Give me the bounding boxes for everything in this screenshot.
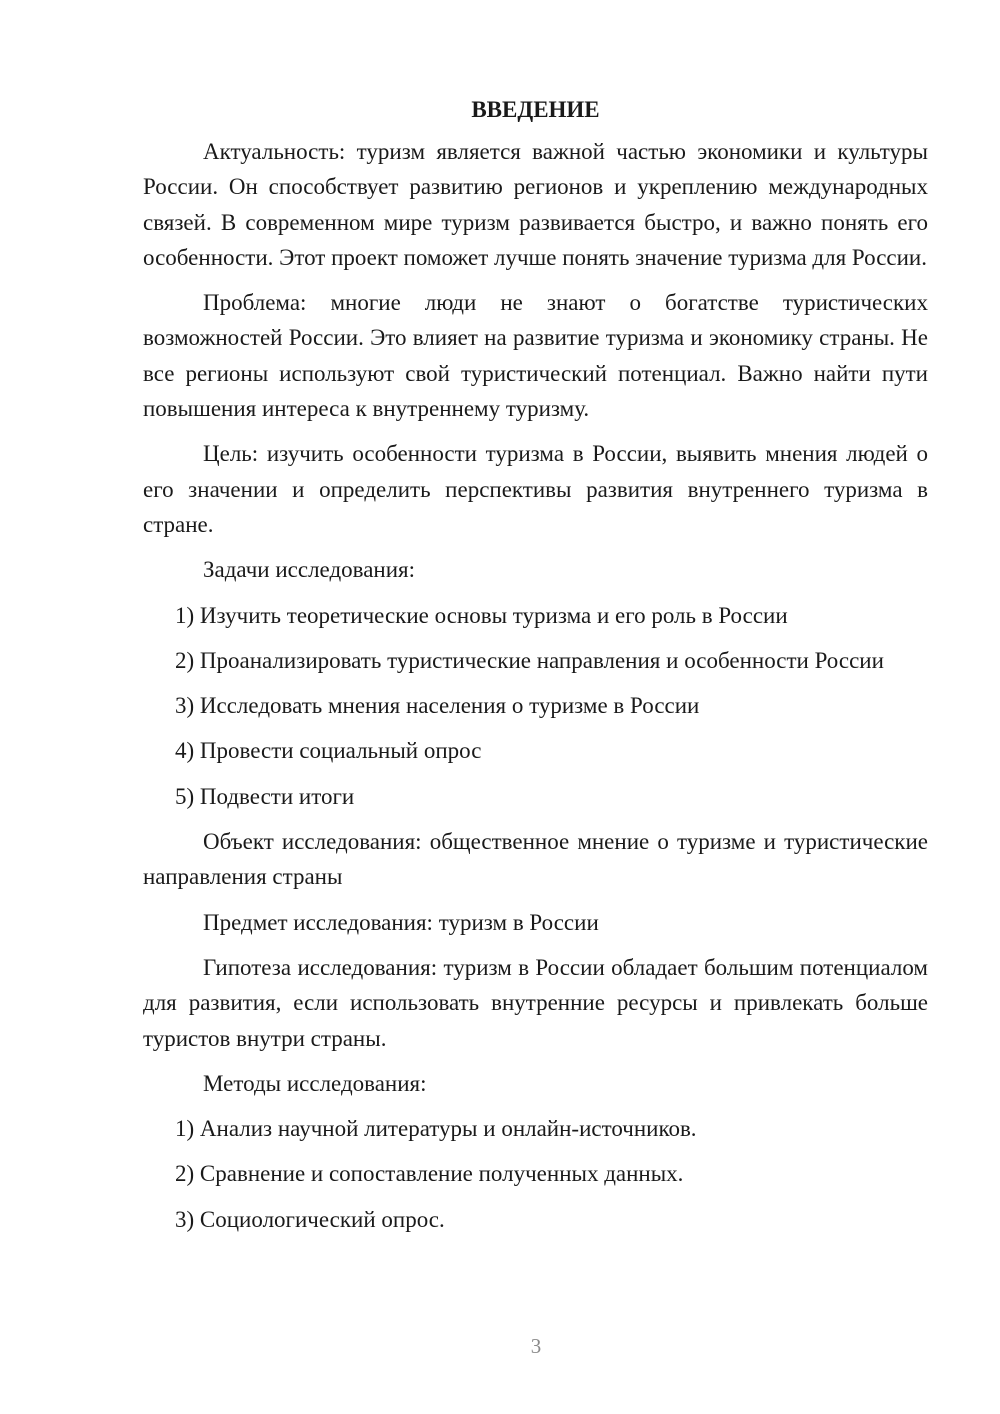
- list-item: 3) Исследовать мнения населения о туризме в России: [175, 693, 700, 719]
- page-number: 3: [530, 1334, 542, 1358]
- object-paragraph: Объект исследования: общественное мнение о туризме и туристические направления страны: [143, 829, 928, 890]
- methods-list: [143, 1111, 928, 1237]
- tasks-list: [143, 598, 928, 814]
- list-item: 4) Провести социальный опрос: [175, 738, 482, 764]
- page-content: [143, 92, 928, 1247]
- relevance-paragraph: Актуальность: туризм является важной частью экономики и культуры России. Он способствует развитию регионов и укреплению международных связей. В современном мире туризм развивается быстро, и важно понять его особенности. Этот проект поможет лучше понять значение туризма для России.: [143, 139, 928, 270]
- list-item: 3) Социологический опрос.: [175, 1206, 445, 1232]
- list-item: 5) Подвести итоги: [175, 783, 355, 809]
- list-item: 2) Проанализировать туристические направления и особенности России: [175, 647, 884, 673]
- tasks-heading: Задачи исследования:: [203, 557, 416, 583]
- goal-paragraph: Цель: изучить особенности туризма в России, выявить мнения людей о его значении и определить перспективы развития внутреннего туризма в стране.: [143, 441, 928, 537]
- list-item: 2) Сравнение и сопоставление полученных данных.: [175, 1161, 684, 1187]
- subject-paragraph: Предмет исследования: туризм в России: [203, 909, 599, 935]
- hypothesis-paragraph: Гипотеза исследования: туризм в России обладает большим потенциалом для развития, если использовать внутренние ресурсы и привлекать больше туристов внутри страны.: [143, 954, 928, 1051]
- list-item: 1) Изучить теоретические основы туризма и его роль в России: [175, 602, 788, 628]
- list-item: 1) Анализ научной литературы и онлайн-источников.: [175, 1116, 697, 1142]
- problem-paragraph: Проблема: многие люди не знают о богатстве туристических возможностей России. Это влияет на развитие туризма и экономику страны. Не все регионы используют свой туристический потенциал. Важно найти пути повышения интереса к внутреннему туризму.: [143, 290, 928, 422]
- section-title: ВВЕДЕНИЕ: [471, 97, 600, 122]
- methods-heading: Методы исследования:: [203, 1070, 427, 1096]
